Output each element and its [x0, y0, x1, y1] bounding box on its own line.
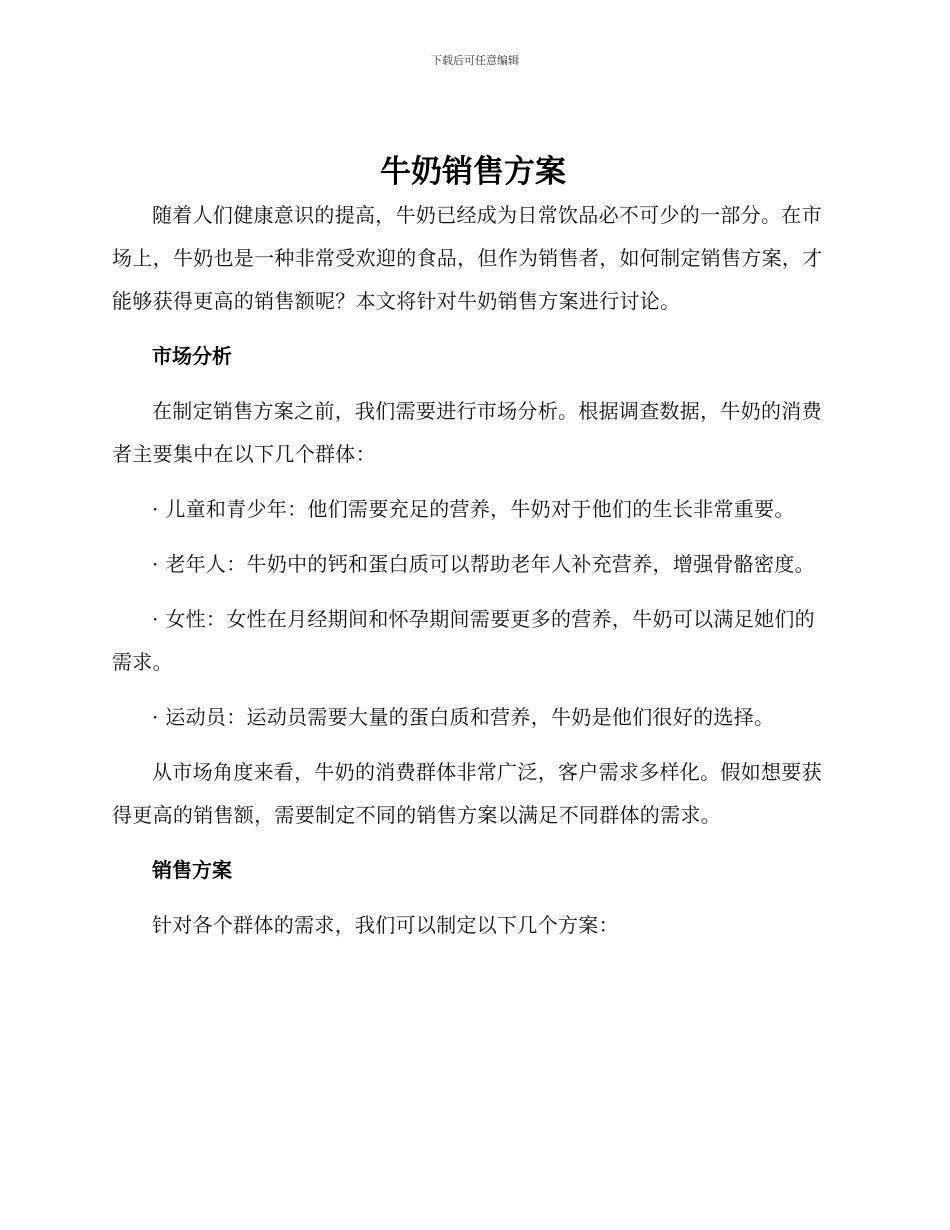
- bullet-children-youth: · 儿童和青少年：他们需要充足的营养，牛奶对于他们的生长非常重要。: [152, 497, 795, 521]
- section-heading-sales-plan: 销售方案: [152, 858, 232, 882]
- bullet-elderly: · 老年人：牛奶中的钙和蛋白质可以帮助老年人补充营养，增强骨骼密度。: [152, 552, 815, 576]
- document-title: 牛奶销售方案: [380, 154, 566, 190]
- bullet-women: · 女性：女性在月经期间和怀孕期间需要更多的营养，牛奶可以满足她们的需求。: [112, 607, 815, 674]
- bullet-athletes: · 运动员：运动员需要大量的蛋白质和营养，牛奶是他们很好的选择。: [152, 705, 775, 729]
- intro-paragraph: 随着人们健康意识的提高，牛奶已经成为日常饮品必不可少的一部分。在市场上，牛奶也是一种非常受欢迎的食品，但作为销售者，如何制定销售方案，才能够获得更高的销售额呢？本文将针对牛奶销售方案进行讨论。: [112, 203, 823, 313]
- market-conclusion-paragraph: 从市场角度来看，牛奶的消费群体非常广泛，客户需求多样化。假如想要获得更高的销售额，需要制定不同的销售方案以满足不同群体的需求。: [112, 760, 822, 827]
- section-heading-market-analysis: 市场分析: [152, 344, 232, 368]
- page-header-note: 下载后可任意编辑: [431, 54, 519, 67]
- market-analysis-paragraph: 在制定销售方案之前，我们需要进行市场分析。根据调查数据，牛奶的消费者主要集中在以下几个群体：: [112, 399, 822, 466]
- document-body: [112, 150, 834, 947]
- sales-plan-paragraph: 针对各个群体的需求，我们可以制定以下几个方案：: [152, 913, 619, 937]
